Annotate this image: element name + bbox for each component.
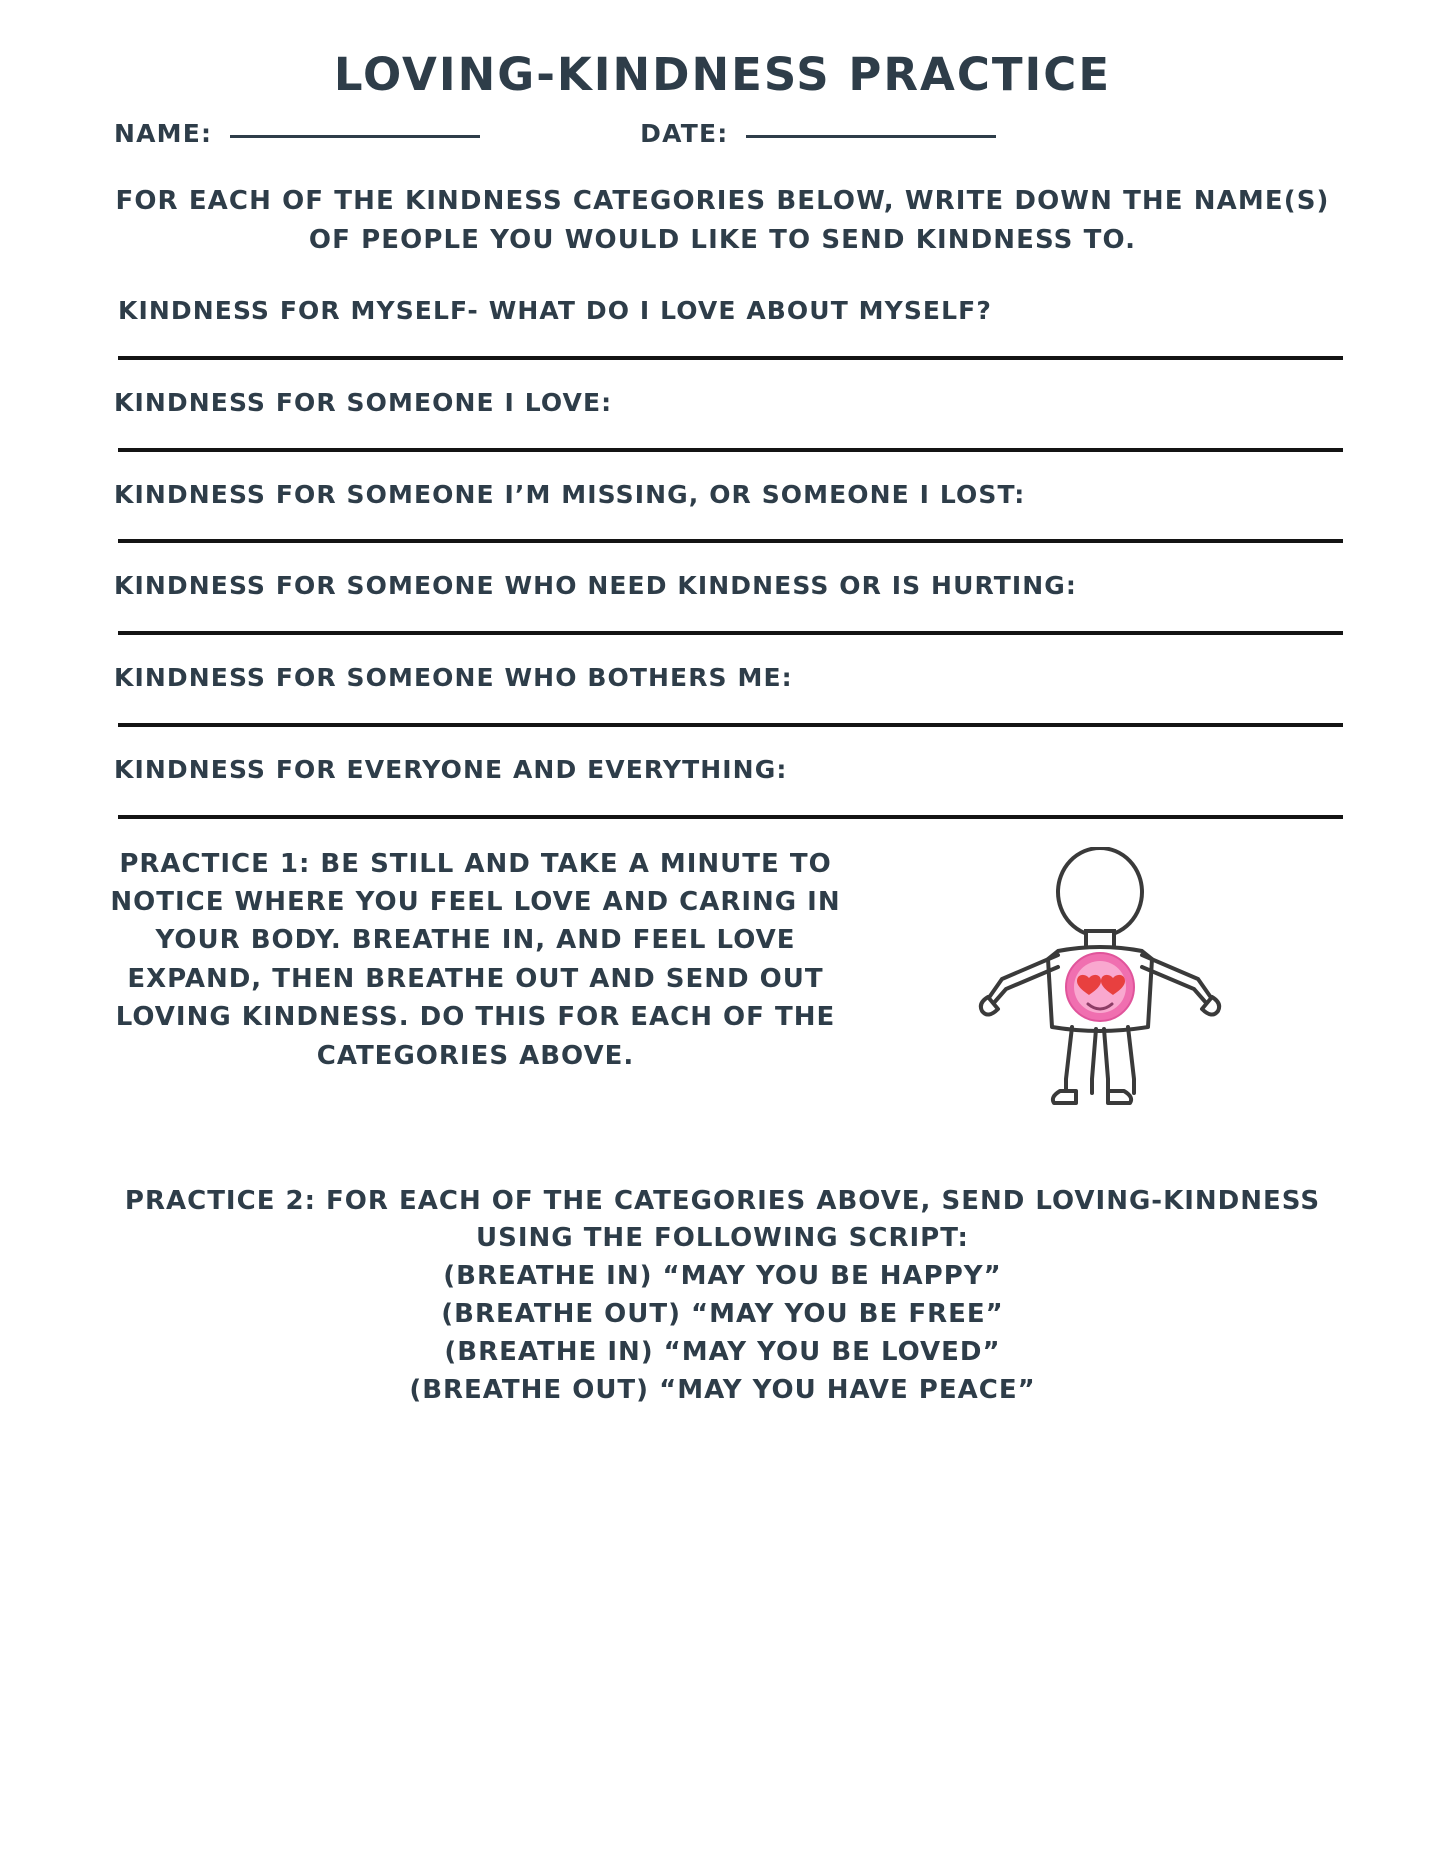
category-block-3 xyxy=(96,478,1349,544)
category-label-someone-i-love: KINDNESS FOR SOMEONE I LOVE: xyxy=(114,387,613,417)
practice-1-section xyxy=(96,845,1349,1117)
category-write-line-someone-hurting[interactable] xyxy=(118,631,1343,635)
instructions-text: FOR EACH OF THE KINDNESS CATEGORIES BELOW, WRITE DOWN THE NAME(S) OF PEOPLE YOU WOULD LIKE TO SEND KINDNESS TO. xyxy=(115,186,1330,255)
name-write-line[interactable] xyxy=(230,135,480,138)
category-block-4 xyxy=(96,569,1349,635)
script-line-1: (BREATHE IN) “MAY YOU BE HAPPY” xyxy=(443,1261,1002,1292)
script-line-4: (BREATHE OUT) “MAY YOU HAVE PEACE” xyxy=(409,1375,1036,1406)
illustration-wrap xyxy=(851,845,1349,1117)
category-label-everyone: KINDNESS FOR EVERYONE AND EVERYTHING: xyxy=(114,754,788,784)
category-block-2 xyxy=(96,386,1349,452)
practice-1-text: PRACTICE 1: BE STILL AND TAKE A MINUTE TO NOTICE WHERE YOU FEEL LOVE AND CARING IN YOUR BODY. BREATHE IN, AND FEEL LOVE EXPAND, THEN BREATHE OUT AND SEND OUT LOVING KINDNESS. DO THIS FOR EACH OF THE CATEGORIES ABOVE. xyxy=(110,848,841,1071)
category-write-line-myself[interactable] xyxy=(118,356,1343,360)
name-label: NAME: xyxy=(114,119,213,148)
category-write-line-someone-missing[interactable] xyxy=(118,539,1343,543)
stick-figure-with-heart-eyes-shirt-icon xyxy=(950,847,1250,1117)
category-block-6 xyxy=(96,753,1349,819)
script-line-2: (BREATHE OUT) “MAY YOU BE FREE” xyxy=(441,1299,1004,1330)
category-label-myself: KINDNESS FOR MYSELF- WHAT DO I LOVE ABOUT MYSELF? xyxy=(118,296,992,325)
date-label: DATE: xyxy=(640,119,729,148)
date-write-line[interactable] xyxy=(746,135,996,138)
meta-row xyxy=(96,119,1349,148)
category-block-5 xyxy=(96,661,1349,727)
category-label-someone-hurting: KINDNESS FOR SOMEONE WHO NEED KINDNESS OR IS HURTING: xyxy=(114,571,1077,601)
category-write-line-someone-bothers-me[interactable] xyxy=(118,723,1343,727)
script-line-3: (BREATHE IN) “MAY YOU BE LOVED” xyxy=(444,1337,1001,1368)
practice-2-section xyxy=(96,1183,1349,1411)
category-write-line-everyone[interactable] xyxy=(118,815,1343,819)
page-title: LOVING-KINDNESS PRACTICE xyxy=(333,48,1112,101)
name-field[interactable] xyxy=(114,119,480,148)
category-write-line-someone-i-love[interactable] xyxy=(118,448,1343,452)
category-label-someone-missing: KINDNESS FOR SOMEONE I’M MISSING, OR SOMEONE I LOST: xyxy=(114,479,1026,509)
date-field[interactable] xyxy=(640,119,996,148)
category-label-someone-bothers-me: KINDNESS FOR SOMEONE WHO BOTHERS ME: xyxy=(114,663,793,692)
practice-2-intro: PRACTICE 2: FOR EACH OF THE CATEGORIES ABOVE, SEND LOVING-KINDNESS USING THE FOLLOWING SCRIPT: xyxy=(124,1185,1321,1254)
category-block-1 xyxy=(96,294,1349,360)
